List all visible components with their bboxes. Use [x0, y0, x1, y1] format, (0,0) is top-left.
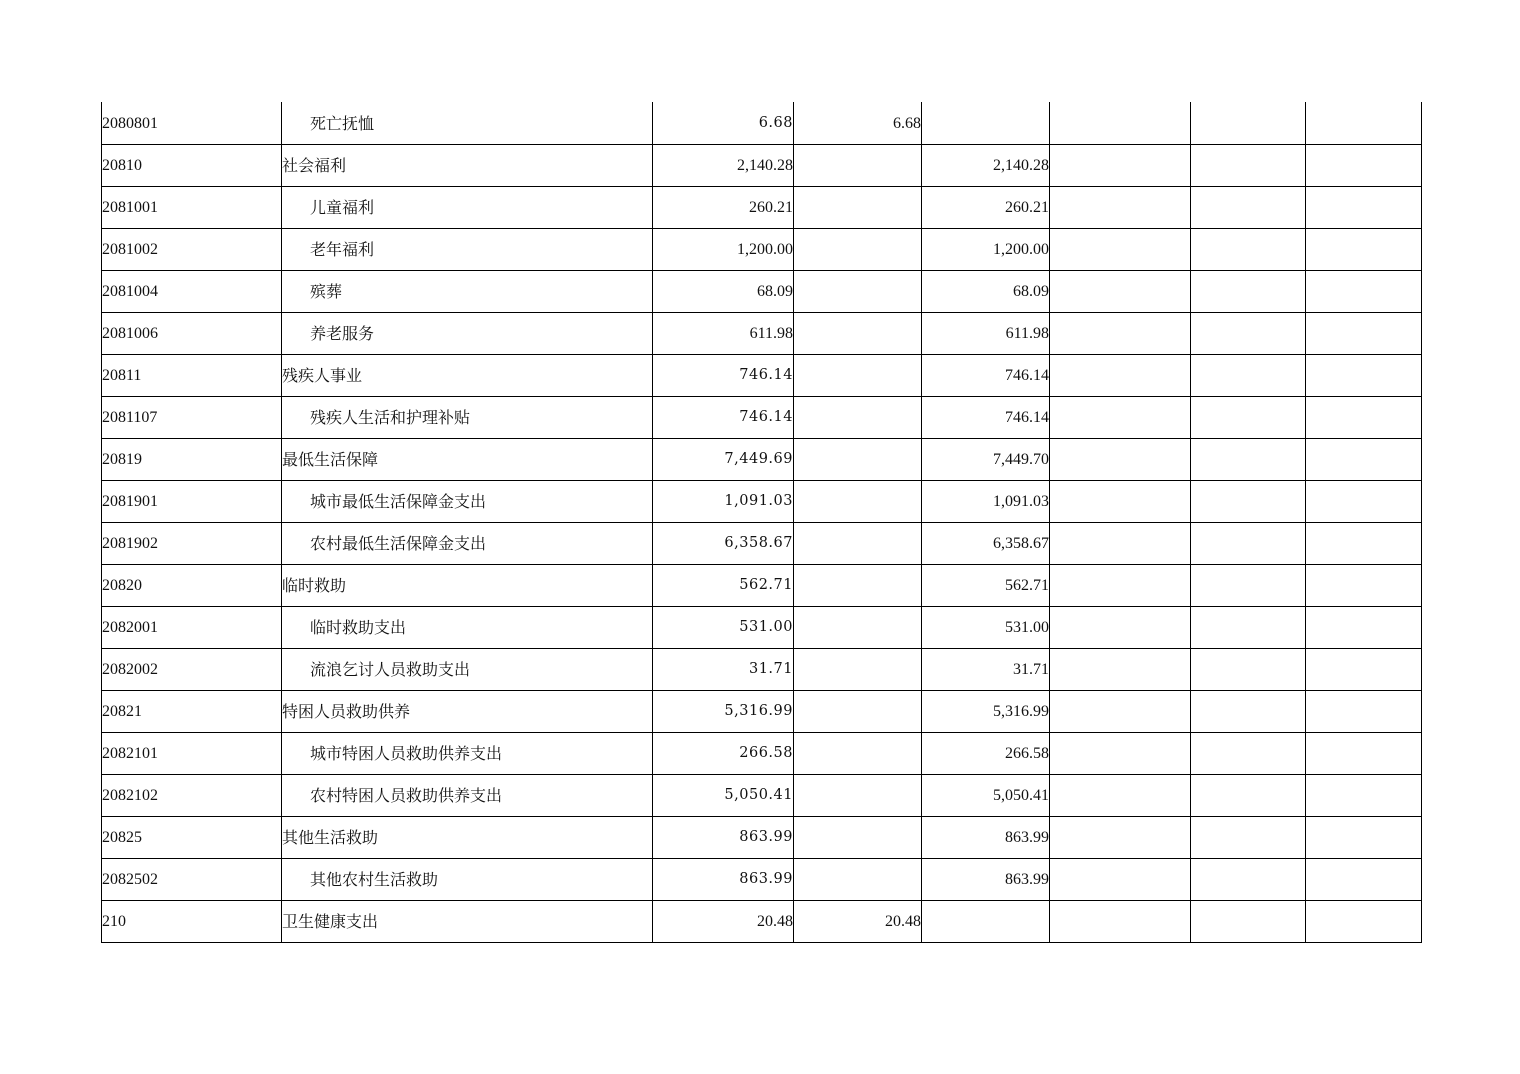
empty-cell — [1306, 565, 1422, 607]
empty-cell — [1306, 649, 1422, 691]
total-amount-cell: 68.09 — [653, 271, 794, 313]
project-expenditure-cell: 266.58 — [922, 733, 1050, 775]
table-row — [102, 607, 1422, 649]
total-amount-cell: 260.21 — [653, 187, 794, 229]
table-row — [102, 565, 1422, 607]
empty-cell — [1050, 397, 1191, 439]
total-amount-cell: 863.99 — [653, 817, 794, 859]
empty-cell — [1306, 313, 1422, 355]
project-expenditure-cell: 611.98 — [922, 313, 1050, 355]
project-expenditure-cell: 746.14 — [922, 355, 1050, 397]
table-row — [102, 481, 1422, 523]
table-row — [102, 523, 1422, 565]
project-expenditure-cell: 5,050.41 — [922, 775, 1050, 817]
empty-cell — [1191, 187, 1306, 229]
empty-cell — [1306, 607, 1422, 649]
empty-cell — [1050, 607, 1191, 649]
basic-expenditure-cell — [794, 481, 922, 523]
subject-name-cell: 临时救助 — [282, 565, 653, 607]
basic-expenditure-cell — [794, 859, 922, 901]
empty-cell — [1191, 649, 1306, 691]
basic-expenditure-cell — [794, 691, 922, 733]
empty-cell — [1306, 901, 1422, 943]
empty-cell — [1191, 691, 1306, 733]
subject-code-cell: 20825 — [102, 817, 282, 859]
subject-code-cell: 2081001 — [102, 187, 282, 229]
empty-cell — [1191, 439, 1306, 481]
empty-cell — [1050, 102, 1191, 145]
subject-name-cell: 流浪乞讨人员救助支出 — [282, 649, 653, 691]
empty-cell — [1306, 102, 1422, 145]
project-expenditure-cell: 7,449.70 — [922, 439, 1050, 481]
subject-code-cell: 2082101 — [102, 733, 282, 775]
empty-cell — [1050, 313, 1191, 355]
subject-name-cell: 其他生活救助 — [282, 817, 653, 859]
basic-expenditure-cell — [794, 775, 922, 817]
empty-cell — [1306, 691, 1422, 733]
subject-name-cell: 其他农村生活救助 — [282, 859, 653, 901]
project-expenditure-cell: 531.00 — [922, 607, 1050, 649]
subject-code-cell: 2080801 — [102, 102, 282, 145]
project-expenditure-cell: 5,316.99 — [922, 691, 1050, 733]
basic-expenditure-cell — [794, 523, 922, 565]
table-row — [102, 145, 1422, 187]
total-amount-cell: 1,091.03 — [653, 481, 794, 523]
basic-expenditure-cell — [794, 187, 922, 229]
table-row — [102, 817, 1422, 859]
empty-cell — [1306, 859, 1422, 901]
empty-cell — [1306, 229, 1422, 271]
total-amount-cell: 6.68 — [653, 102, 794, 145]
empty-cell — [1191, 355, 1306, 397]
table-row — [102, 187, 1422, 229]
subject-name-cell: 养老服务 — [282, 313, 653, 355]
empty-cell — [1191, 607, 1306, 649]
empty-cell — [1191, 397, 1306, 439]
total-amount-cell: 562.71 — [653, 565, 794, 607]
subject-code-cell: 2081107 — [102, 397, 282, 439]
subject-code-cell: 20820 — [102, 565, 282, 607]
empty-cell — [1191, 901, 1306, 943]
project-expenditure-cell: 6,358.67 — [922, 523, 1050, 565]
project-expenditure-cell: 68.09 — [922, 271, 1050, 313]
empty-cell — [1191, 271, 1306, 313]
basic-expenditure-cell — [794, 565, 922, 607]
empty-cell — [1050, 355, 1191, 397]
basic-expenditure-cell — [794, 313, 922, 355]
table-row — [102, 733, 1422, 775]
subject-name-cell: 城市特困人员救助供养支出 — [282, 733, 653, 775]
basic-expenditure-cell — [794, 355, 922, 397]
empty-cell — [1191, 523, 1306, 565]
project-expenditure-cell: 746.14 — [922, 397, 1050, 439]
empty-cell — [1191, 481, 1306, 523]
table-row — [102, 271, 1422, 313]
empty-cell — [1191, 102, 1306, 145]
subject-name-cell: 儿童福利 — [282, 187, 653, 229]
total-amount-cell: 531.00 — [653, 607, 794, 649]
total-amount-cell: 31.71 — [653, 649, 794, 691]
subject-name-cell: 残疾人生活和护理补贴 — [282, 397, 653, 439]
budget-table-body — [102, 102, 1422, 943]
table-row — [102, 775, 1422, 817]
empty-cell — [1306, 271, 1422, 313]
subject-code-cell: 2082001 — [102, 607, 282, 649]
basic-expenditure-cell — [794, 817, 922, 859]
empty-cell — [1191, 229, 1306, 271]
total-amount-cell: 7,449.69 — [653, 439, 794, 481]
empty-cell — [1050, 523, 1191, 565]
subject-code-cell: 2082102 — [102, 775, 282, 817]
empty-cell — [1050, 187, 1191, 229]
empty-cell — [1191, 817, 1306, 859]
subject-name-cell: 农村最低生活保障金支出 — [282, 523, 653, 565]
total-amount-cell: 746.14 — [653, 355, 794, 397]
empty-cell — [1050, 271, 1191, 313]
empty-cell — [1050, 817, 1191, 859]
table-row — [102, 313, 1422, 355]
table-row — [102, 102, 1422, 145]
table-row — [102, 439, 1422, 481]
project-expenditure-cell: 31.71 — [922, 649, 1050, 691]
table-row — [102, 691, 1422, 733]
empty-cell — [1306, 397, 1422, 439]
empty-cell — [1050, 733, 1191, 775]
empty-cell — [1306, 439, 1422, 481]
empty-cell — [1050, 775, 1191, 817]
table-row — [102, 901, 1422, 943]
project-expenditure-cell: 863.99 — [922, 817, 1050, 859]
total-amount-cell: 863.99 — [653, 859, 794, 901]
subject-name-cell: 最低生活保障 — [282, 439, 653, 481]
empty-cell — [1050, 439, 1191, 481]
subject-name-cell: 特困人员救助供养 — [282, 691, 653, 733]
subject-name-cell: 残疾人事业 — [282, 355, 653, 397]
project-expenditure-cell: 562.71 — [922, 565, 1050, 607]
subject-code-cell: 210 — [102, 901, 282, 943]
subject-code-cell: 20819 — [102, 439, 282, 481]
empty-cell — [1050, 901, 1191, 943]
empty-cell — [1306, 523, 1422, 565]
subject-name-cell: 社会福利 — [282, 145, 653, 187]
basic-expenditure-cell — [794, 271, 922, 313]
empty-cell — [1191, 565, 1306, 607]
table-row — [102, 649, 1422, 691]
subject-code-cell: 2081006 — [102, 313, 282, 355]
table-row — [102, 859, 1422, 901]
empty-cell — [1191, 859, 1306, 901]
subject-code-cell: 20810 — [102, 145, 282, 187]
empty-cell — [1050, 229, 1191, 271]
project-expenditure-cell — [922, 901, 1050, 943]
empty-cell — [1050, 565, 1191, 607]
subject-code-cell: 2081002 — [102, 229, 282, 271]
subject-name-cell: 老年福利 — [282, 229, 653, 271]
empty-cell — [1050, 691, 1191, 733]
project-expenditure-cell — [922, 102, 1050, 145]
empty-cell — [1191, 733, 1306, 775]
basic-expenditure-cell: 6.68 — [794, 102, 922, 145]
subject-name-cell: 殡葬 — [282, 271, 653, 313]
subject-name-cell: 卫生健康支出 — [282, 901, 653, 943]
subject-name-cell: 城市最低生活保障金支出 — [282, 481, 653, 523]
subject-code-cell: 20821 — [102, 691, 282, 733]
project-expenditure-cell: 863.99 — [922, 859, 1050, 901]
subject-name-cell: 农村特困人员救助供养支出 — [282, 775, 653, 817]
project-expenditure-cell: 1,091.03 — [922, 481, 1050, 523]
empty-cell — [1191, 775, 1306, 817]
subject-code-cell: 20811 — [102, 355, 282, 397]
empty-cell — [1050, 859, 1191, 901]
total-amount-cell: 2,140.28 — [653, 145, 794, 187]
project-expenditure-cell: 260.21 — [922, 187, 1050, 229]
subject-code-cell: 2082002 — [102, 649, 282, 691]
empty-cell — [1050, 481, 1191, 523]
total-amount-cell: 266.58 — [653, 733, 794, 775]
subject-code-cell: 2081902 — [102, 523, 282, 565]
subject-code-cell: 2082502 — [102, 859, 282, 901]
empty-cell — [1306, 187, 1422, 229]
empty-cell — [1306, 817, 1422, 859]
empty-cell — [1306, 355, 1422, 397]
subject-code-cell: 2081004 — [102, 271, 282, 313]
basic-expenditure-cell — [794, 397, 922, 439]
empty-cell — [1306, 775, 1422, 817]
basic-expenditure-cell: 20.48 — [794, 901, 922, 943]
budget-table — [101, 102, 1422, 943]
basic-expenditure-cell — [794, 607, 922, 649]
empty-cell — [1306, 145, 1422, 187]
table-row — [102, 229, 1422, 271]
empty-cell — [1306, 481, 1422, 523]
empty-cell — [1306, 733, 1422, 775]
empty-cell — [1050, 145, 1191, 187]
basic-expenditure-cell — [794, 649, 922, 691]
basic-expenditure-cell — [794, 145, 922, 187]
project-expenditure-cell: 1,200.00 — [922, 229, 1050, 271]
subject-name-cell: 临时救助支出 — [282, 607, 653, 649]
total-amount-cell: 6,358.67 — [653, 523, 794, 565]
basic-expenditure-cell — [794, 229, 922, 271]
table-row — [102, 355, 1422, 397]
basic-expenditure-cell — [794, 733, 922, 775]
project-expenditure-cell: 2,140.28 — [922, 145, 1050, 187]
empty-cell — [1191, 313, 1306, 355]
subject-name-cell: 死亡抚恤 — [282, 102, 653, 145]
total-amount-cell: 1,200.00 — [653, 229, 794, 271]
empty-cell — [1191, 145, 1306, 187]
total-amount-cell: 5,316.99 — [653, 691, 794, 733]
table-row — [102, 397, 1422, 439]
total-amount-cell: 611.98 — [653, 313, 794, 355]
basic-expenditure-cell — [794, 439, 922, 481]
total-amount-cell: 746.14 — [653, 397, 794, 439]
empty-cell — [1050, 649, 1191, 691]
subject-code-cell: 2081901 — [102, 481, 282, 523]
total-amount-cell: 5,050.41 — [653, 775, 794, 817]
total-amount-cell: 20.48 — [653, 901, 794, 943]
